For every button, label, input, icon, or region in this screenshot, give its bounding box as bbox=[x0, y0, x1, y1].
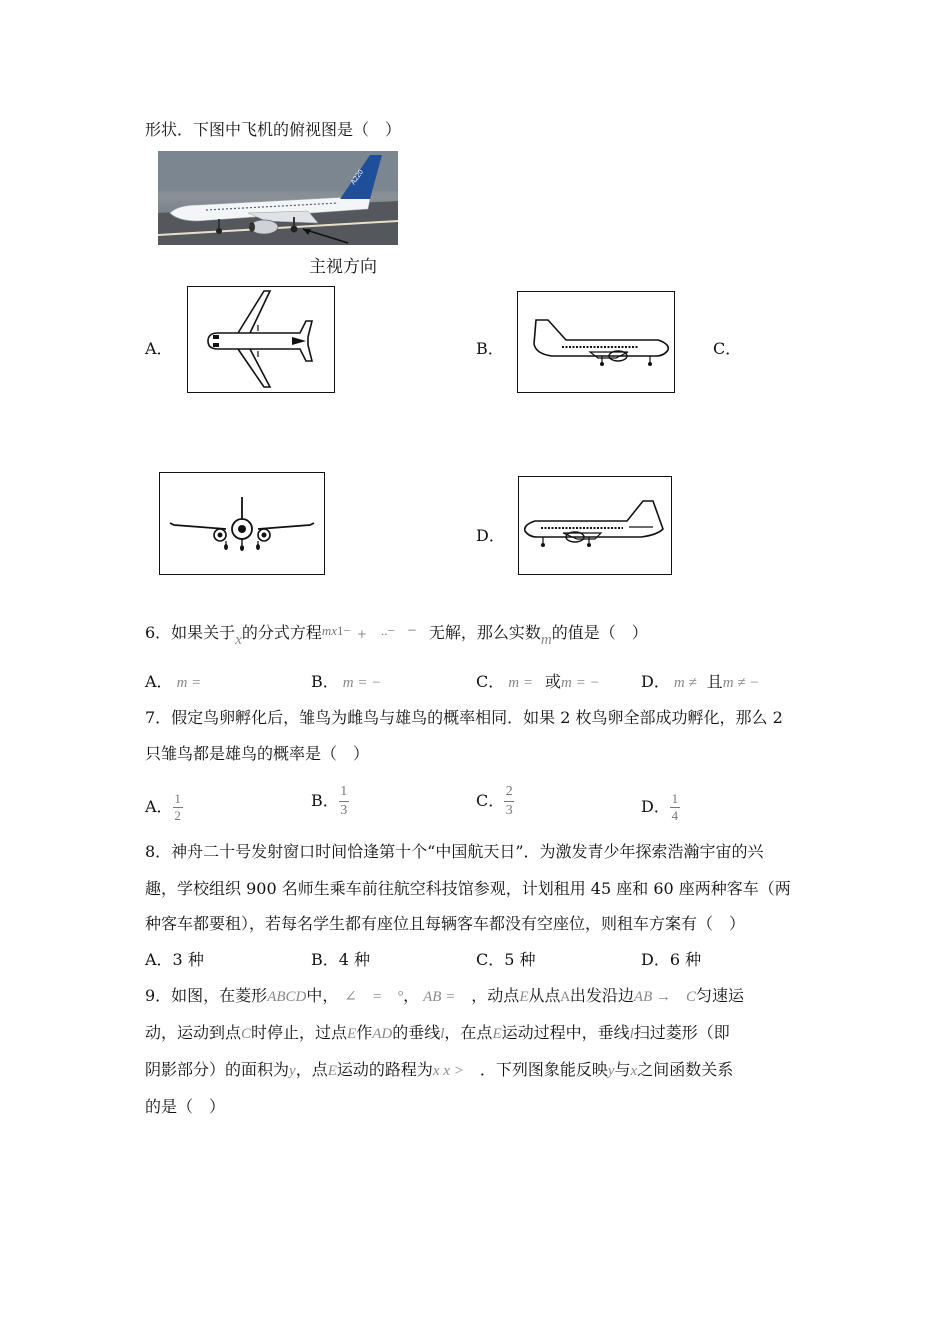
photo-caption: 主视方向 bbox=[309, 257, 377, 277]
q7-b-fraction bbox=[339, 784, 349, 819]
q9-line-l-2: l bbox=[629, 1026, 634, 1042]
q9-l2-text-a: 动，运动到点 bbox=[145, 1023, 242, 1042]
option-d-side-view-figure bbox=[518, 476, 672, 575]
q6-a-value: m = bbox=[176, 675, 202, 691]
q9-l2-text-e: 作 bbox=[356, 1023, 373, 1042]
q8-option-d: D．6 种 bbox=[641, 950, 702, 969]
q7-c-label: C． bbox=[476, 791, 505, 810]
option-b-label: B． bbox=[476, 339, 504, 358]
q7-b-den: 3 bbox=[340, 803, 348, 818]
q7-d-num: 1 bbox=[671, 791, 679, 806]
q6-text-4: 的值是（ ） bbox=[551, 623, 648, 642]
q9-var-y: y bbox=[289, 1063, 296, 1079]
option-a-top-view-figure bbox=[187, 286, 335, 393]
q9-l3-text-i: 与 bbox=[614, 1060, 631, 1079]
q8-line-2: 趣，学校组织 900 名师生乘车前往航空科技馆参观，计划租用 45 座和 60 座两种客车（两 bbox=[145, 879, 791, 898]
q6-text-2: 的分式方程 bbox=[241, 623, 322, 642]
q7-option-c bbox=[476, 784, 514, 819]
q6-frac-den: 1− bbox=[337, 622, 351, 638]
q7-option-a bbox=[145, 792, 183, 823]
q7-option-b bbox=[311, 784, 349, 819]
q6-b-label: B． bbox=[311, 672, 339, 691]
q7-d-label: D． bbox=[641, 797, 670, 816]
q6-option-a bbox=[145, 672, 201, 693]
q6-rest-2: .. bbox=[380, 622, 388, 638]
q9-l1-text-m: 匀速运 bbox=[696, 986, 745, 1005]
option-a-label: A． bbox=[145, 339, 173, 358]
q9-point-e-3: E bbox=[492, 1026, 502, 1042]
q8-option-c: C．5 种 bbox=[476, 950, 536, 969]
q6-c-value-2: m = − bbox=[560, 675, 600, 691]
q6-d-label: D． bbox=[641, 672, 670, 691]
q9-path: AB → C bbox=[633, 989, 696, 1005]
q6-d-value-1: m ≠ bbox=[673, 675, 697, 691]
q7-a-fraction bbox=[173, 792, 183, 823]
q9-side-ad: AD bbox=[372, 1026, 393, 1042]
q9-rhombus-name: ABCD bbox=[267, 989, 307, 1005]
q7-a-num: 1 bbox=[174, 791, 181, 806]
q9-l2-text-i: ，在点 bbox=[444, 1023, 493, 1042]
q6-stem bbox=[145, 622, 648, 648]
q9-l1-text-a: 9．如图，在菱形 bbox=[145, 986, 268, 1005]
q6-c-value-1: m = bbox=[508, 675, 533, 691]
q6-fraction bbox=[322, 624, 351, 638]
q8-option-a: A．3 种 bbox=[145, 950, 204, 969]
q9-l3-text-e: 运动的路程为 bbox=[336, 1060, 433, 1079]
option-b-side-view-figure bbox=[517, 291, 675, 393]
q6-fraction-2 bbox=[381, 624, 395, 638]
q6-a-label: A． bbox=[145, 672, 173, 691]
q9-point-a: A bbox=[560, 990, 570, 1005]
q6-b-value: m = − bbox=[342, 675, 382, 691]
q9-line-l: l bbox=[440, 1026, 445, 1042]
q9-line-3 bbox=[145, 1060, 733, 1081]
q7-c-num: 2 bbox=[505, 784, 513, 799]
q9-var-x-2: x bbox=[630, 1063, 638, 1079]
q9-l2-text-k: 运动过程中，垂线 bbox=[501, 1023, 630, 1042]
q8-line-3: 种客车都要租），若每名学生都有座位且每辆客车都没有空座位，则租车方案有（ ） bbox=[145, 914, 746, 933]
option-c-label: C． bbox=[713, 339, 742, 358]
q7-d-fraction bbox=[670, 792, 680, 823]
q7-b-num: 1 bbox=[340, 784, 348, 799]
q9-l3-text-c: ，点 bbox=[295, 1060, 328, 1079]
q7-a-label: A． bbox=[145, 797, 173, 816]
q9-l3-text-g: ．下列图象能反映 bbox=[479, 1060, 608, 1079]
q6-d-value-2: m ≠ − bbox=[722, 675, 760, 691]
q6-var-m: m bbox=[540, 632, 552, 648]
q6-text-1: 6．如果关于 bbox=[145, 623, 236, 642]
q6-rest-3: − bbox=[387, 622, 395, 638]
q9-l3-text-k: 之间函数关系 bbox=[637, 1060, 734, 1079]
q9-line-2 bbox=[145, 1023, 730, 1044]
q5-intro: 形状．下图中飞机的俯视图是（ ） bbox=[145, 120, 402, 139]
airplane-photo bbox=[158, 151, 398, 245]
q6-option-b bbox=[311, 672, 381, 693]
option-d-label: D． bbox=[476, 526, 505, 545]
q7-b-label: B． bbox=[311, 791, 339, 810]
q8-line-1: 8．神舟二十号发射窗口时间恰逢第十个“中国航天日”．为激发青少年探索浩瀚宇宙的兴 bbox=[145, 842, 764, 861]
q8-option-b: B．4 种 bbox=[311, 950, 371, 969]
q7-line-1: 7．假定鸟卵孵化后，雏鸟为雌鸟与雄鸟的概率相同．如果 2 枚鸟卵全部成功孵化，那么 2 bbox=[145, 708, 783, 727]
q9-line-1 bbox=[145, 986, 744, 1008]
q7-option-d bbox=[641, 792, 680, 823]
q6-c-or: 或 bbox=[544, 672, 561, 691]
q9-point-e-2: E bbox=[347, 1026, 357, 1042]
q9-l2-text-g: 的垂线 bbox=[392, 1023, 441, 1042]
q9-l1-text-i: 从点 bbox=[528, 986, 561, 1005]
q7-line-2: 只雏鸟都是雄鸟的概率是（ ） bbox=[145, 744, 370, 763]
q9-l2-text-c: 时停止，过点 bbox=[251, 1023, 348, 1042]
option-c-front-view-figure bbox=[159, 472, 325, 575]
q6-rest-4: − bbox=[406, 623, 417, 637]
q9-ab-length: AB = bbox=[423, 989, 456, 1005]
q9-l1-text-k: 出发沿边 bbox=[569, 986, 634, 1005]
q9-l1-text-g: ，动点 bbox=[471, 986, 520, 1005]
q6-var-x: x bbox=[235, 632, 242, 648]
q9-point-c: C bbox=[241, 1026, 252, 1042]
q9-point-e-4: E bbox=[327, 1063, 337, 1079]
q6-option-d bbox=[641, 672, 759, 693]
q6-frac-num: mx bbox=[321, 622, 338, 638]
q7-d-den: 4 bbox=[671, 808, 679, 823]
q9-angle: ∠ = ° bbox=[344, 989, 404, 1005]
q6-c-label: C． bbox=[476, 672, 505, 691]
q6-rest-1: + bbox=[356, 627, 367, 641]
q6-d-and: 且 bbox=[706, 672, 723, 691]
q7-c-fraction bbox=[504, 784, 514, 819]
q9-l1-comma: ， bbox=[403, 986, 420, 1005]
q6-option-c bbox=[476, 672, 600, 693]
q9-var-x-range: x x > bbox=[432, 1063, 464, 1079]
q7-a-den: 2 bbox=[174, 808, 181, 823]
svg-text:A220: A220 bbox=[349, 168, 366, 187]
q9-point-e: E bbox=[519, 989, 529, 1005]
q9-l1-text-c: 中， bbox=[306, 986, 339, 1005]
q9-l2-text-m: 扫过菱形（即 bbox=[633, 1023, 730, 1042]
q7-c-den: 3 bbox=[505, 803, 513, 818]
q9-var-y-2: y bbox=[607, 1063, 615, 1079]
q9-l3-text-a: 阴影部分）的面积为 bbox=[145, 1060, 290, 1079]
q6-text-3: 无解，那么实数 bbox=[428, 623, 541, 642]
q9-line-4: 的是（ ） bbox=[145, 1097, 226, 1116]
